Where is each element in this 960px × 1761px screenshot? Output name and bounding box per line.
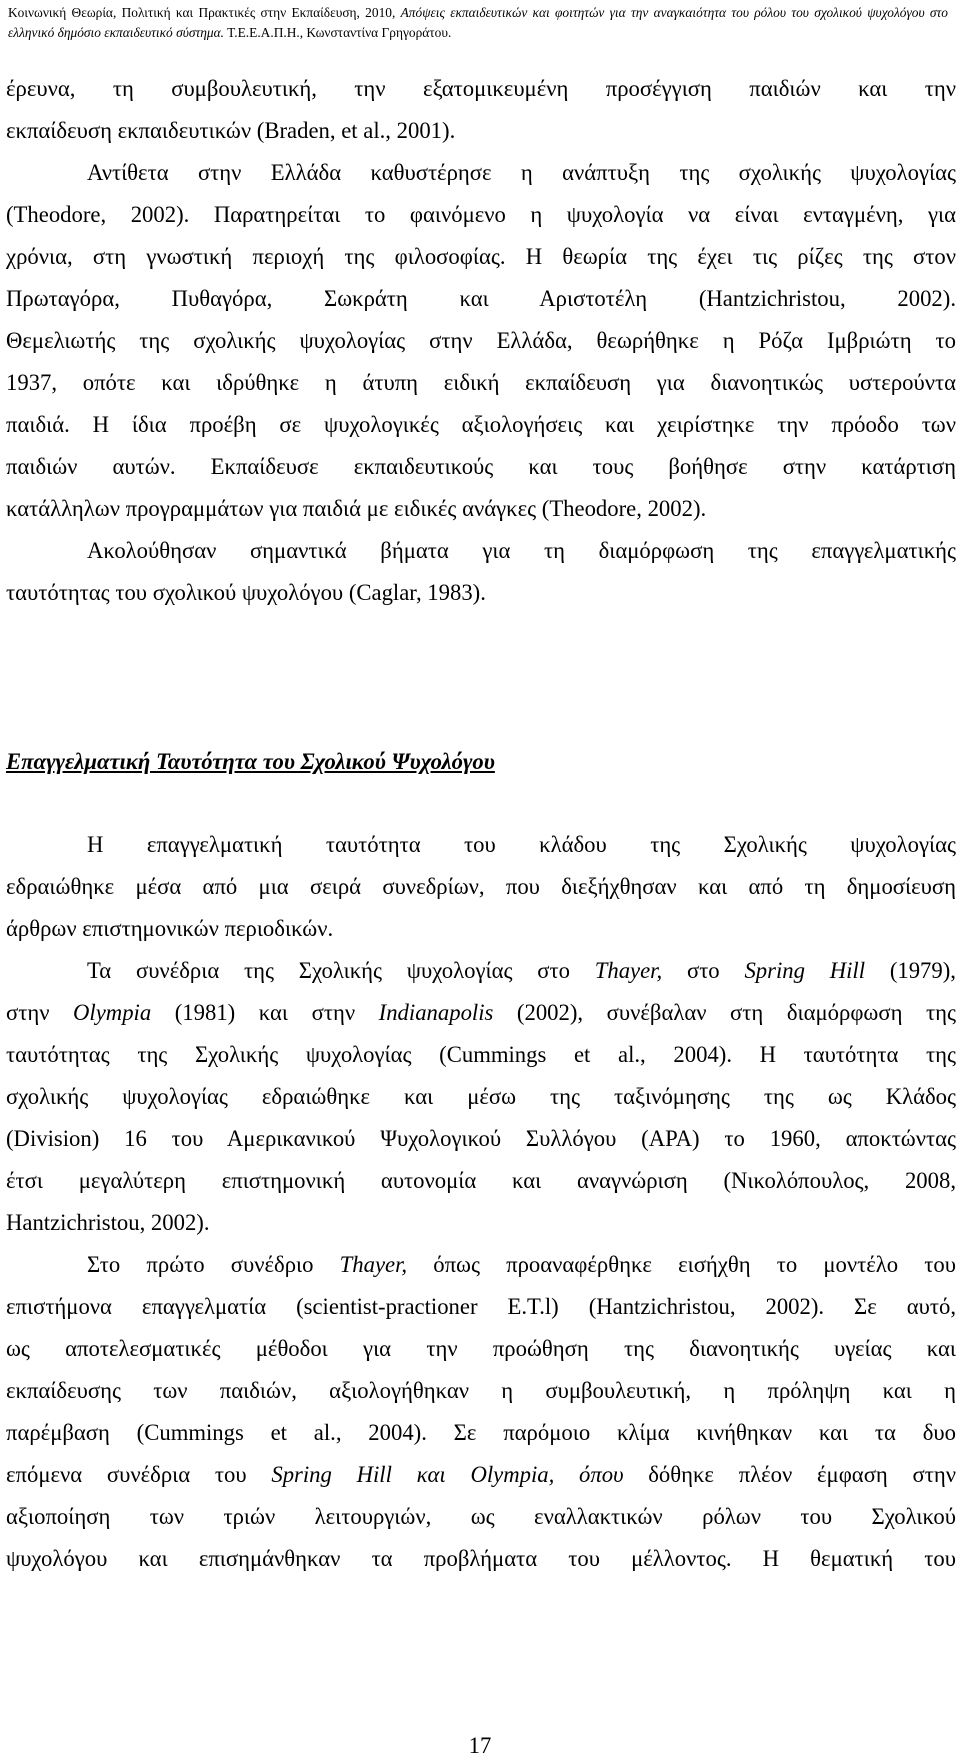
text-line: Hantzichristou, 2002).	[6, 1210, 210, 1235]
text-line: ως αποτελεσματικές μέθοδοι για την προώθηση της διανοητικής υγείας και	[6, 1336, 956, 1361]
text-line: παιδιών αυτών. Εκπαίδευσε εκπαιδευτικούς και τους βοήθησε στην κατάρτιση	[6, 454, 956, 479]
text-line: Η επαγγελματική ταυτότητα του κλάδου της Σχολικής ψυχολογίας	[87, 832, 956, 857]
text-line: παιδιά. Η ίδια προέβη σε ψυχολογικές αξιολογήσεις και χειρίστηκε την πρόοδο των	[6, 412, 956, 437]
text-line: ταυτότητας της Σχολικής ψυχολογίας (Cummings et al., 2004). Η ταυτότητα της	[6, 1042, 956, 1067]
text-line: εδραιώθηκε μέσα από μια σειρά συνεδρίων, που διεξήχθησαν και από τη δημοσίευση	[6, 874, 956, 899]
text-run: (1979),	[865, 958, 956, 983]
italic-place-name: Thayer,	[594, 958, 663, 983]
text-line: ψυχολόγου και επισημάνθηκαν τα προβλήματα του μέλλοντος. Η θεματική του	[6, 1546, 956, 1571]
text-run: στο	[662, 958, 745, 983]
text-line	[6, 998, 956, 1028]
text-line: σχολικής ψυχολογίας εδραιώθηκε και μέσω της ταξινόμησης της ως Κλάδος	[6, 1084, 956, 1109]
text-line: χρόνια, στη γνωστική περιοχή της φιλοσοφίας. Η θεωρία της έχει τις ρίζες της στον	[6, 244, 956, 269]
text-line: (Division) 16 του Αμερικανικού Ψυχολογικού Συλλόγου (APA) το 1960, αποκτώντας	[6, 1126, 956, 1151]
text-line: εκπαίδευσης των παιδιών, αξιολογήθηκαν η συμβουλευτική, η πρόληψη και η	[6, 1378, 956, 1403]
text-line: Θεμελιωτής της σχολικής ψυχολογίας στην Ελλάδα, θεωρήθηκε η Ρόζα Ιμβριώτη το	[6, 328, 956, 353]
article-authors: Τ.Ε.Ε.Α.Π.Η., Κωνσταντίνα Γρηγοράτου.	[223, 25, 452, 40]
text-line: αξιοποίηση των τριών λειτουργιών, ως εναλλακτικών ρόλων του Σχολικού	[6, 1504, 956, 1529]
text-run: (2002), συνέβαλαν στη διαμόρφωση της	[493, 1000, 956, 1025]
text-line	[6, 1460, 956, 1490]
italic-place-name: Thayer,	[339, 1252, 408, 1277]
text-run: στην	[6, 1000, 74, 1025]
text-line: άρθρων επιστημονικών περιοδικών.	[6, 916, 334, 941]
italic-place-name: Spring Hill	[744, 958, 866, 983]
text-line: παρέμβαση (Cummings et al., 2004). Σε παρόμοιο κλίμα κινήθηκαν και τα δυο	[6, 1420, 956, 1445]
page-number: 17	[468, 1733, 492, 1758]
text-line: Πρωταγόρα, Πυθαγόρα, Σωκράτη και Αριστοτέλη (Hantzichristou, 2002).	[6, 286, 956, 311]
text-run: Τα συνέδρια της Σχολικής ψυχολογίας στο	[87, 958, 595, 983]
text-line: εκπαίδευση εκπαιδευτικών (Braden, et al., 2001).	[6, 118, 456, 143]
text-line: Ακολούθησαν σημαντικά βήματα για τη διαμόρφωση της επαγγελματικής	[87, 538, 956, 563]
text-line: επιστήμονα επαγγελματία (scientist-practioner E.T.l) (Hantzichristou, 2002). Σε αυτό,	[6, 1294, 956, 1319]
text-line: κατάλληλων προγραμμάτων για παιδιά με ειδικές ανάγκες (Theodore, 2002).	[6, 496, 707, 521]
text-line: 1937, οπότε και ιδρύθηκε η άτυπη ειδική εκπαίδευση για διανοητικώς υστερούντα	[6, 370, 956, 395]
text-line: έρευνα, τη συμβουλευτική, την εξατομικευμένη προσέγγιση παιδιών και την	[6, 76, 956, 101]
section-heading: Επαγγελματική Ταυτότητα του Σχολικού Ψυχολόγου	[6, 749, 495, 774]
text-line: έτσι μεγαλύτερη επιστημονική αυτονομία και αναγνώριση (Νικολόπουλος, 2008,	[6, 1168, 956, 1193]
text-line	[87, 1250, 956, 1280]
text-run: Στο πρώτο συνέδριο	[87, 1252, 340, 1277]
text-line: ταυτότητας του σχολικού ψυχολόγου (Caglar, 1983).	[6, 580, 486, 605]
running-header	[8, 3, 948, 43]
italic-place-name: Spring Hill και Olympia, όπου	[271, 1462, 624, 1487]
italic-place-name: Olympia	[73, 1000, 152, 1025]
text-run: όπως προαναφέρθηκε εισήχθη το μοντέλο του	[407, 1252, 957, 1277]
text-line: (Theodore, 2002). Παρατηρείται το φαινόμενο η ψυχολογία να είναι ενταγμένη, για	[6, 202, 956, 227]
italic-place-name: Indianapolis	[378, 1000, 494, 1025]
journal-title: Κοινωνική Θεωρία, Πολιτική και Πρακτικές στην Εκπαίδευση, 2010,	[8, 5, 401, 20]
text-line	[87, 956, 956, 986]
article-title: Απόψεις εκπαιδευτικών και φοιτητών για την αναγκαιότητα του ρόλου του σχολικού ψυχολόγου στο ελληνικό δημόσιο εκπαιδευτικό σύστημα.	[8, 5, 948, 40]
text-line: Αντίθετα στην Ελλάδα καθυστέρησε η ανάπτυξη της σχολικής ψυχολογίας	[87, 160, 956, 185]
text-run: δόθηκε πλέον έμφαση στην	[623, 1462, 956, 1487]
text-run: επόμενα συνέδρια του	[6, 1462, 272, 1487]
text-run: (1981) και στην	[151, 1000, 379, 1025]
